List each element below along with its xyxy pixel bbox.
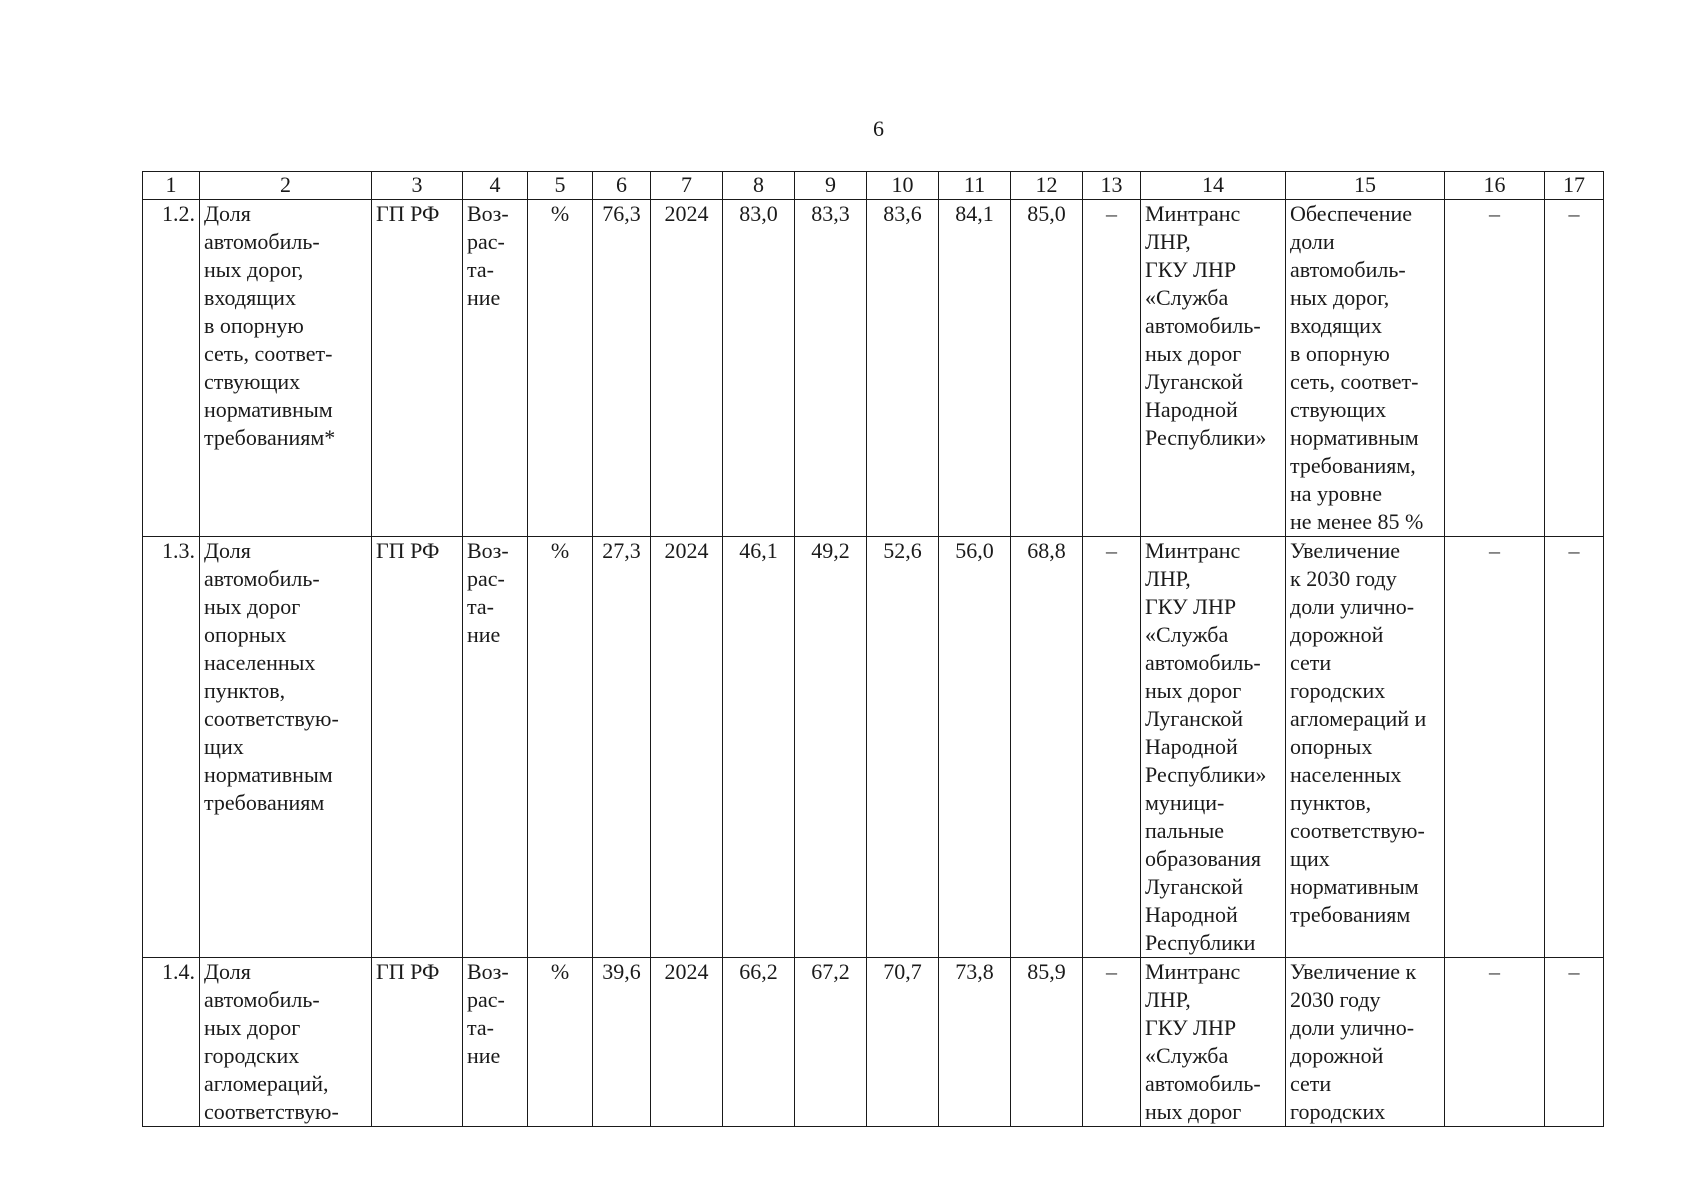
- base-year-cell: 2024: [651, 537, 723, 958]
- value-cell: 85,0: [1011, 200, 1083, 537]
- column-number-row: [143, 172, 1604, 200]
- value-cell: 68,8: [1011, 537, 1083, 958]
- column-number-cell: 16: [1445, 172, 1545, 200]
- value-cell: –: [1445, 200, 1545, 537]
- value-cell: 67,2: [795, 958, 867, 1127]
- column-number-cell: 5: [528, 172, 593, 200]
- responsible-cell: Минтранс ЛНР, ГКУ ЛНР «Служба автомобиль- ных дорог: [1141, 958, 1286, 1127]
- value-cell: –: [1083, 200, 1141, 537]
- unit-cell: %: [528, 200, 593, 537]
- value-cell: –: [1545, 958, 1604, 1127]
- base-year-cell: 2024: [651, 958, 723, 1127]
- value-cell: –: [1445, 958, 1545, 1127]
- responsible-cell: Минтранс ЛНР, ГКУ ЛНР «Служба автомобиль- ных дорог Луганской Народной Республики» муници- пальные образования Луганской Народной Республики: [1141, 537, 1286, 958]
- column-number-cell: 7: [651, 172, 723, 200]
- indicators-table: [142, 171, 1604, 1127]
- goal-cell: Увеличение к 2030 году доли улично- дорожной сети городских агломераций и опорных населенных пунктов, соответствую- щих нормативным требованиям: [1286, 537, 1445, 958]
- indicator-trend: Воз- рас- та- ние: [463, 200, 528, 537]
- value-cell: 83,3: [795, 200, 867, 537]
- indicator-level: ГП РФ: [372, 537, 463, 958]
- row-index: 1.4.: [143, 958, 200, 1127]
- column-number-cell: 17: [1545, 172, 1604, 200]
- base-value-cell: 39,6: [593, 958, 651, 1127]
- goal-cell: Обеспечение доли автомобиль- ных дорог, входящих в опорную сеть, соответ- ствующих нормативным требованиям, на уровне не менее 85 %: [1286, 200, 1445, 537]
- column-number-cell: 9: [795, 172, 867, 200]
- indicator-level: ГП РФ: [372, 958, 463, 1127]
- page-number: 6: [873, 116, 884, 141]
- column-number-cell: 4: [463, 172, 528, 200]
- goal-cell: Увеличение к 2030 году доли улично- дорожной сети городских: [1286, 958, 1445, 1127]
- value-cell: 85,9: [1011, 958, 1083, 1127]
- column-number-cell: 14: [1141, 172, 1286, 200]
- value-cell: –: [1445, 537, 1545, 958]
- value-cell: –: [1083, 537, 1141, 958]
- indicator-name: Доля автомобиль- ных дорог опорных населенных пунктов, соответствую- щих нормативным требованиям: [200, 537, 372, 958]
- value-cell: 49,2: [795, 537, 867, 958]
- column-number-cell: 1: [143, 172, 200, 200]
- value-cell: 84,1: [939, 200, 1011, 537]
- column-number-cell: 3: [372, 172, 463, 200]
- table-row: [143, 200, 1604, 537]
- unit-cell: %: [528, 958, 593, 1127]
- indicator-name: Доля автомобиль- ных дорог городских агломераций, соответствую-: [200, 958, 372, 1127]
- row-index: 1.2.: [143, 200, 200, 537]
- base-value-cell: 76,3: [593, 200, 651, 537]
- base-value-cell: 27,3: [593, 537, 651, 958]
- value-cell: 46,1: [723, 537, 795, 958]
- base-year-cell: 2024: [651, 200, 723, 537]
- unit-cell: %: [528, 537, 593, 958]
- table-row: [143, 537, 1604, 958]
- indicator-trend: Воз- рас- та- ние: [463, 537, 528, 958]
- row-index: 1.3.: [143, 537, 200, 958]
- value-cell: 83,0: [723, 200, 795, 537]
- value-cell: 73,8: [939, 958, 1011, 1127]
- indicator-level: ГП РФ: [372, 200, 463, 537]
- indicator-trend: Воз- рас- та- ние: [463, 958, 528, 1127]
- table-row: [143, 958, 1604, 1127]
- column-number-cell: 10: [867, 172, 939, 200]
- indicator-name: Доля автомобиль- ных дорог, входящих в опорную сеть, соответ- ствующих нормативным требованиям*: [200, 200, 372, 537]
- column-number-cell: 12: [1011, 172, 1083, 200]
- value-cell: –: [1545, 537, 1604, 958]
- column-number-cell: 2: [200, 172, 372, 200]
- column-number-cell: 6: [593, 172, 651, 200]
- column-number-cell: 11: [939, 172, 1011, 200]
- value-cell: 52,6: [867, 537, 939, 958]
- responsible-cell: Минтранс ЛНР, ГКУ ЛНР «Служба автомобиль- ных дорог Луганской Народной Республики»: [1141, 200, 1286, 537]
- column-number-cell: 8: [723, 172, 795, 200]
- value-cell: 56,0: [939, 537, 1011, 958]
- value-cell: –: [1545, 200, 1604, 537]
- value-cell: –: [1083, 958, 1141, 1127]
- column-number-cell: 15: [1286, 172, 1445, 200]
- value-cell: 66,2: [723, 958, 795, 1127]
- value-cell: 70,7: [867, 958, 939, 1127]
- value-cell: 83,6: [867, 200, 939, 537]
- column-number-cell: 13: [1083, 172, 1141, 200]
